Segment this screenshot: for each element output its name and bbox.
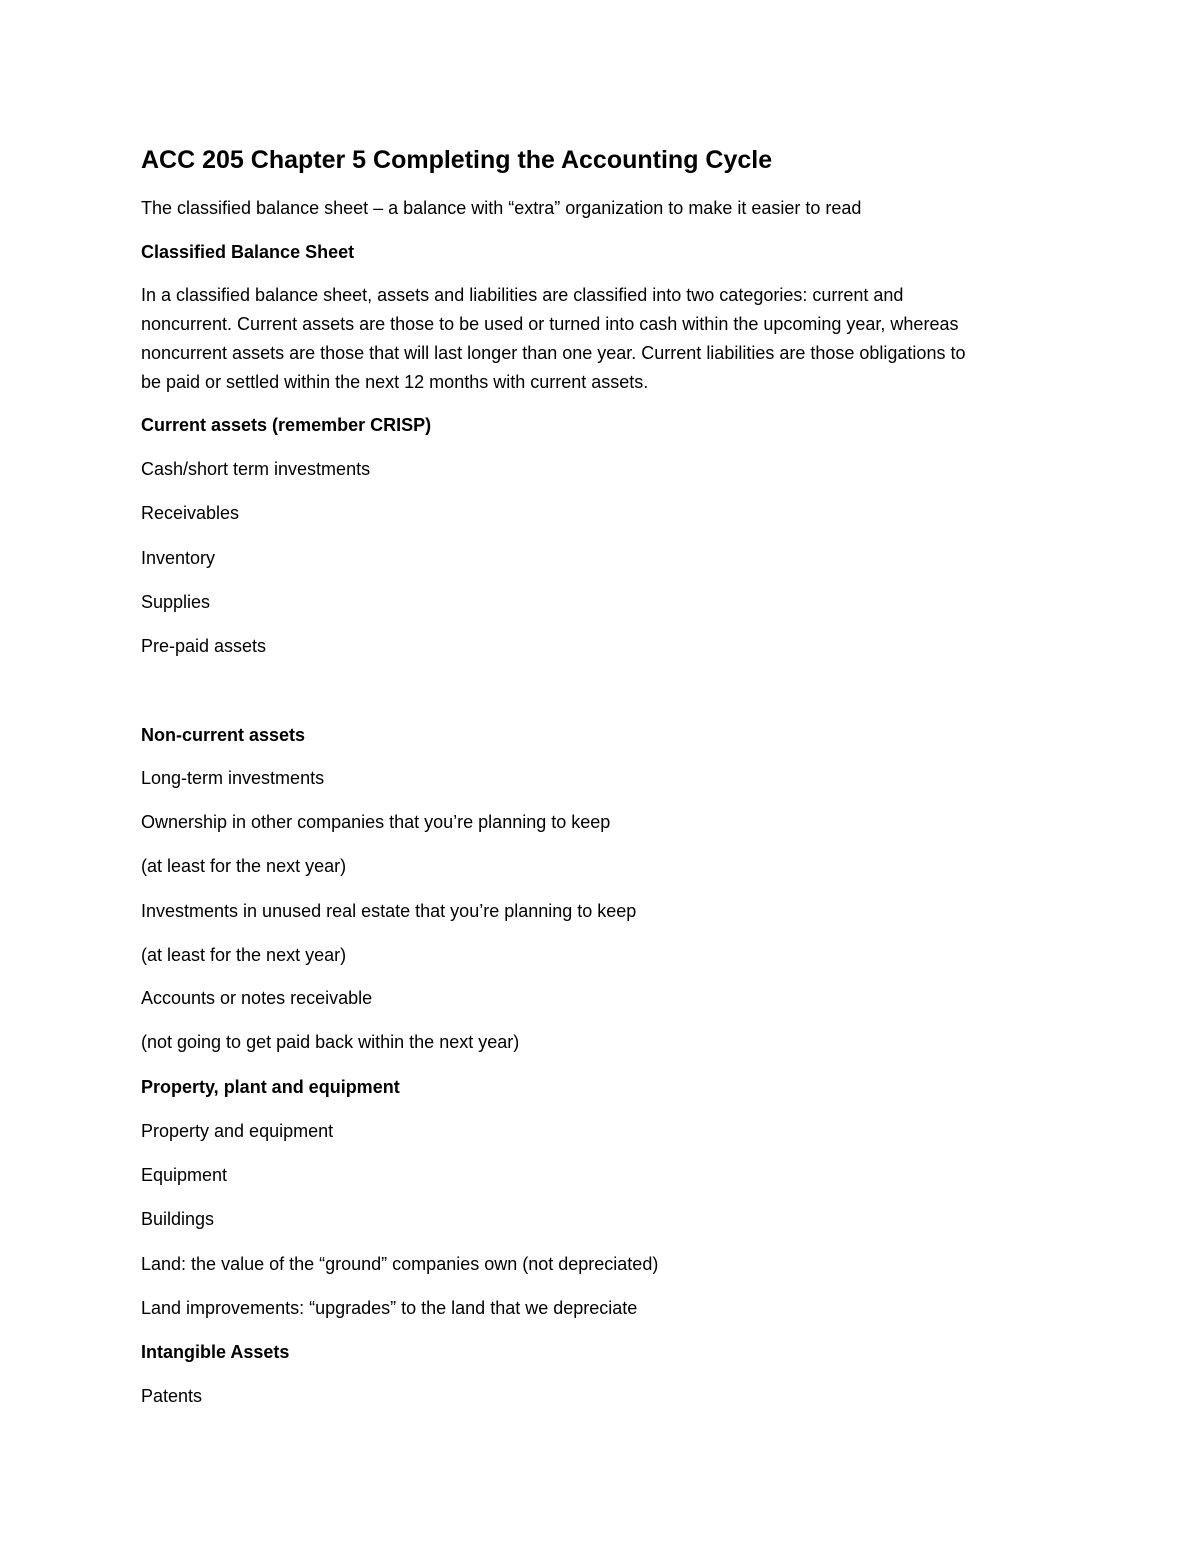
list-item: Patents — [141, 1386, 203, 1406]
classified-description-paragraph — [141, 281, 1061, 397]
list-item: Accounts or notes receivable — [141, 988, 373, 1008]
list-item: Ownership in other companies that you’re planning to keep — [141, 812, 611, 832]
list-item: Cash/short term investments — [141, 459, 371, 479]
list-item: Equipment — [141, 1165, 228, 1185]
list-item: (not going to get paid back within the next year) — [141, 1032, 520, 1052]
paragraph-line: noncurrent. Current assets are those to be used or turned into cash within the upcoming year, whereas — [141, 314, 959, 334]
list-item: Investments in unused real estate that you’re planning to keep — [141, 901, 637, 921]
list-item: Land improvements: “upgrades” to the land that we depreciate — [141, 1298, 638, 1318]
list-item: Inventory — [141, 548, 216, 568]
list-item: (at least for the next year) — [141, 945, 347, 965]
list-item: (at least for the next year) — [141, 856, 347, 876]
intro-text: The classified balance sheet – a balance with “extra” organization to make it easier to read — [141, 198, 862, 218]
noncurrent-assets-heading: Non-current assets — [141, 725, 306, 745]
ppe-heading: Property, plant and equipment — [141, 1077, 400, 1097]
list-item: Buildings — [141, 1209, 215, 1229]
intangible-assets-heading: Intangible Assets — [141, 1342, 290, 1362]
current-assets-heading: Current assets (remember CRISP) — [141, 415, 432, 435]
document-title: ACC 205 Chapter 5 Completing the Accounting Cycle — [141, 146, 773, 174]
list-item: Land: the value of the “ground” companies own (not depreciated) — [141, 1254, 659, 1274]
list-item: Pre-paid assets — [141, 636, 267, 656]
paragraph-line: noncurrent assets are those that will last longer than one year. Current liabilities are those obligations to — [141, 343, 966, 363]
classified-balance-sheet-heading: Classified Balance Sheet — [141, 242, 355, 262]
paragraph-line: be paid or settled within the next 12 months with current assets. — [141, 372, 649, 392]
list-item: Receivables — [141, 503, 240, 523]
list-item: Long-term investments — [141, 768, 325, 788]
paragraph-line: In a classified balance sheet, assets and liabilities are classified into two categories: current and — [141, 285, 904, 305]
list-item: Supplies — [141, 592, 211, 612]
list-item: Property and equipment — [141, 1121, 334, 1141]
